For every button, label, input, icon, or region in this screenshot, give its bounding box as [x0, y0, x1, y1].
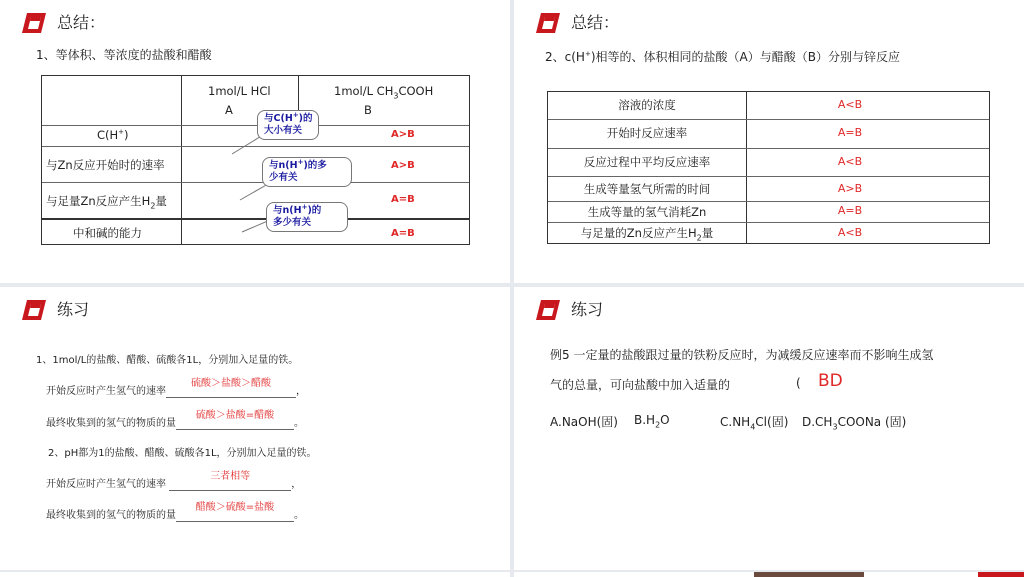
slide-title: 总结： [57, 13, 106, 32]
row-value: A>B [837, 182, 863, 195]
slide-summary-1 [0, 0, 510, 283]
option-c: $C.NH_4Cl$(固) [720, 415, 789, 432]
callout-bubble: 与C(H+)的 大小有关 [257, 110, 319, 140]
question-line-1: 例5 一定量的盐酸跟过量的铁粉反应时，为减缓反应速率而不影响生成氢 [550, 348, 934, 362]
answer-text: 硫酸＞盐酸=醋酸 [195, 410, 275, 421]
row-label: 溶液的浓度 [618, 98, 676, 112]
callout-bubble: 与n(H+)的多 少有关 [262, 157, 352, 187]
question-1: 1、1mol/L的盐酸、醋酸、硫酸各1L，分别加入足量的铁。 [36, 355, 299, 366]
option-b: $B.H_2O$ [634, 413, 670, 430]
option-d: $D.CH_3COONa$ (固) [802, 415, 907, 432]
answer-text: 硫酸＞盐酸＞醋酸 [191, 378, 271, 389]
answer-text: 三者相等 [210, 471, 251, 482]
question-1b: 最终收集到的氢气的物质的量 硫酸＞盐酸=醋酸 。 [46, 414, 304, 430]
slide-subtitle: 1、等体积、等浓度的盐酸和醋酸 [36, 48, 212, 62]
row-label: 与足量的Zn反应产生$H_2$量 [580, 226, 714, 243]
row-value: A>B [391, 129, 415, 140]
row-label: 与Zn反应开始时的速率 [46, 158, 165, 172]
slide-title: 总结： [571, 13, 620, 32]
question-line-2: 气的总量，可向盐酸中加入适量的 [550, 378, 731, 392]
question-1a: 开始反应时产生氢气的速率 硫酸＞盐酸＞醋酸 ， [46, 382, 306, 398]
answer-text: BD [818, 371, 843, 391]
red-accent-block [978, 572, 1024, 577]
col-b-header: 1mol/L $CH_3COOH$ [334, 84, 434, 101]
row-label: 中和碱的能力 [73, 226, 142, 240]
row-label: 反应过程中平均反应速率 [583, 155, 711, 169]
photo-thumbnail [754, 572, 864, 577]
row-value: A>B [391, 160, 415, 171]
question-2: 2、pH都为1的盐酸、醋酸、硫酸各1L，分别加入足量的铁。 [48, 448, 317, 459]
option-a: A.NaOH(固) [550, 415, 618, 429]
paren-open: ( [796, 376, 801, 390]
col-a-header: 1mol/L HCl [208, 84, 271, 98]
logo-icon [535, 12, 561, 34]
row-label: C(H+) [97, 128, 129, 142]
slide-exercise-2 [514, 287, 1024, 570]
slide-title: 练习 [57, 300, 90, 319]
row-value: A=B [391, 228, 415, 239]
row-value: A<B [837, 98, 863, 111]
row-value: A=B [391, 194, 415, 205]
slide-title: 练习 [571, 300, 604, 319]
callout-pointers [0, 0, 510, 283]
question-2a: 开始反应时产生氢气的速率 三者相等 ， [46, 475, 301, 491]
row-value: A<B [837, 155, 863, 168]
row-label: 与足量Zn反应产生$H_2$量 [46, 194, 167, 211]
logo-icon [535, 299, 561, 321]
comparison-table [547, 91, 990, 244]
row-label: 开始时反应速率 [606, 126, 688, 140]
question-2b: 最终收集到的氢气的物质的量 醋酸＞硫酸=盐酸 。 [46, 506, 304, 522]
comparison-table: 1mol/L HCl A 1mol/L $CH_3COOH$ B C(H+) 与Zn反应开始时的速率 与足量Zn反应产生$H_2$量 中和碱的能力 A>B A>B A=B A=B [41, 75, 470, 245]
row-value: A<B [837, 226, 863, 239]
answer-text: 醋酸＞硫酸=盐酸 [195, 502, 275, 513]
callout-bubble: 与n(H+)的 多少有关 [266, 202, 348, 232]
row-value: A=B [837, 126, 863, 139]
logo-icon [21, 299, 47, 321]
row-label: 生成等量的氢气消耗Zn [587, 205, 707, 219]
next-slide-strip [0, 572, 510, 577]
slide-exercise-1 [0, 287, 510, 570]
row-label: 生成等量氢气所需的时间 [583, 182, 711, 196]
row-value: A=B [837, 204, 863, 217]
slide-subtitle: 2、c(H+)相等的、体积相同的盐酸（A）与醋酸（B）分别与锌反应 [545, 50, 900, 64]
